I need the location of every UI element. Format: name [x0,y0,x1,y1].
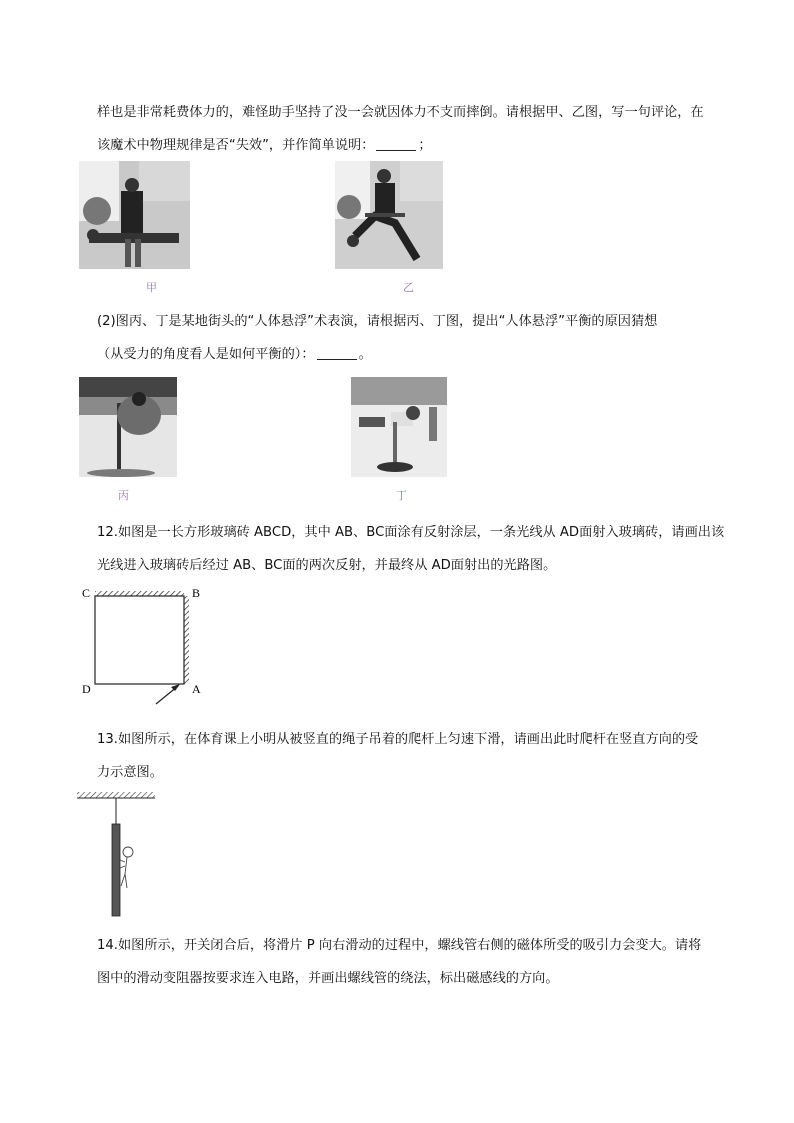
coating-ab [184,596,189,684]
q11-2-text [97,305,727,371]
q12-text [97,516,727,582]
q14-line1: 14.如图所示，开关闭合后，将滑片 P 向右滑动的过程中，螺线管右侧的磁体所受的吸引力会变大。请将 [97,938,702,953]
q14-line2: 图中的滑动变阻器按要求连入电路，并画出螺线管的绕法，标出磁感线的方向。 [97,971,559,986]
photo-bing [79,377,177,477]
caption-bing: 丙 [118,489,129,502]
caption-jia: 甲 [146,281,157,294]
glass-brick-diagram [78,580,218,710]
q11-line2-end: ； [418,138,432,153]
photo-yi [335,161,443,269]
label-a: A [192,682,201,696]
coating-bc [95,591,184,596]
q11-2-line1: (2)图丙、丁是某地街头的“人体悬浮”术表演，请根据丙、丁图，提出“人体悬浮”平衡的原因猜想 [97,314,658,329]
q13-text [97,723,727,789]
climbing-pole-diagram [75,790,165,920]
brick-outline [95,596,184,684]
climbing-pole [112,824,120,916]
q13-line1: 13.如图所示，在体育课上小明从被竖直的绳子吊着的爬杆上匀速下滑，请画出此时爬杆在竖直方向的受 [97,732,699,747]
caption-yi: 乙 [403,281,414,294]
q14-text [97,929,727,995]
answer-blank-2[interactable] [317,345,357,360]
photo-jia [79,161,190,269]
q13-line2: 力示意图。 [97,765,163,780]
label-c: C [82,586,91,600]
q12-line1: 12.如图是一长方形玻璃砖 ABCD，其中 AB、BC面涂有反射涂层，一条光线从 AD面射入玻璃砖，请画出该 [97,525,725,540]
label-d: D [82,682,91,696]
climber-figure [120,847,133,888]
q11-text [97,96,727,162]
q12-line2: 光线进入玻璃砖后经过 AB、BC面的两次反射，并最终从 AD面射出的光路图。 [97,558,557,573]
caption-ding: 丁 [396,489,407,502]
q11-2-line2: （从受力的角度看人是如何平衡的）： [97,347,315,362]
q11-line1: 样也是非常耗费体力的，难怪助手坚持了没一会就因体力不支而摔倒。请根据甲、乙图，写一句评论，在 [97,105,704,120]
ceiling [77,792,155,798]
label-b: B [192,586,201,600]
photo-ding [351,377,447,477]
answer-blank-1[interactable] [376,136,416,151]
q11-2-line2-end: 。 [358,347,372,362]
q11-line2: 该魔术中物理规律是否“失效”，并作简单说明： [97,138,375,153]
